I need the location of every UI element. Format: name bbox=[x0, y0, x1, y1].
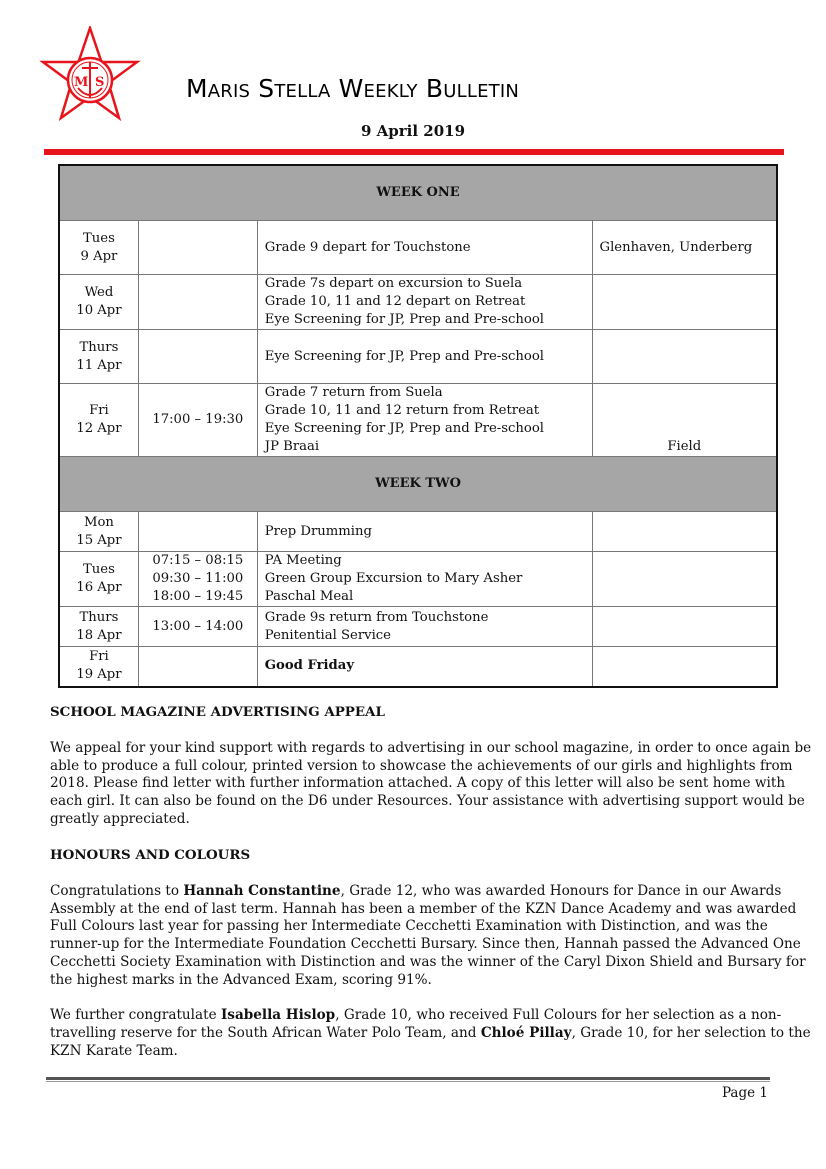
cell-line: 18 Apr bbox=[76, 627, 122, 643]
day-cell bbox=[59, 512, 138, 552]
schedule-table bbox=[58, 164, 778, 688]
day-cell bbox=[59, 647, 138, 687]
location-cell bbox=[592, 275, 777, 330]
cell-line: Grade 10, 11 and 12 depart on Retreat bbox=[264, 294, 526, 309]
magazine-section bbox=[50, 704, 812, 829]
week-header-row bbox=[59, 457, 777, 512]
bulletin-title: Maris Stella Weekly Bulletin bbox=[186, 74, 520, 103]
text-run: We further congratulate bbox=[50, 1007, 221, 1024]
schedule-row bbox=[59, 330, 777, 384]
text-line: Full Colours last year for passing her Intermediate Cecchetti Examination with Distinction, and was the bbox=[50, 918, 768, 935]
time-cell bbox=[138, 552, 257, 607]
text-line: 2018. Please find letter with further information attached. A copy of this letter will also be sent home with bbox=[50, 775, 786, 792]
day-cell bbox=[59, 384, 138, 457]
cell-line: Grade 9 depart for Touchstone bbox=[264, 239, 471, 255]
time-cell bbox=[138, 512, 257, 552]
cell-line: PA Meeting bbox=[264, 553, 342, 568]
text-line: each girl. It can also be found on the D6 under Resources. Your assistance with advertising support would be bbox=[50, 793, 805, 810]
day-cell bbox=[59, 607, 138, 647]
school-logo bbox=[38, 26, 142, 130]
cell-line: Fri bbox=[89, 649, 109, 665]
location-cell bbox=[592, 330, 777, 384]
honoree-name: Isabella Hislop bbox=[220, 1007, 336, 1024]
time-cell bbox=[138, 607, 257, 647]
text-run: KZN Karate Team. bbox=[50, 1042, 178, 1059]
week-heading: WEEK TWO bbox=[59, 457, 777, 512]
cell-line: 9 Apr bbox=[80, 248, 118, 264]
location-cell: Field bbox=[592, 384, 777, 457]
schedule-row bbox=[59, 512, 777, 552]
time-cell bbox=[138, 221, 257, 275]
week-header-row bbox=[59, 165, 777, 221]
location-cell bbox=[592, 552, 777, 607]
cell-line: 18:00 – 19:45 bbox=[152, 589, 244, 604]
cell-line: Eye Screening for JP, Prep and Pre-school bbox=[264, 421, 545, 436]
cell-line: Grade 7s depart on excursion to Suela bbox=[264, 276, 523, 291]
honoree-name: Hannah Constantine bbox=[183, 882, 341, 899]
honoree-name: Chloé Pillay bbox=[480, 1025, 572, 1042]
cell-line: Fri bbox=[89, 403, 109, 418]
cell-line: 13:00 – 14:00 bbox=[152, 618, 244, 634]
cell-line: Grade 10, 11 and 12 return from Retreat bbox=[264, 403, 540, 418]
time-cell bbox=[138, 330, 257, 384]
honours-paragraph-1 bbox=[50, 882, 806, 990]
event-cell bbox=[257, 330, 592, 384]
text-run: , Grade 10, for her selection to the bbox=[571, 1025, 811, 1042]
location-cell bbox=[592, 512, 777, 552]
cell-line: 19 Apr bbox=[76, 667, 122, 683]
cell-line: 16 Apr bbox=[76, 580, 122, 595]
svg-text:S: S bbox=[95, 75, 105, 90]
text-line: Cecchetti Society Examination with Distinction and was the winner of the Caryl Dixon Shield and Bursary for bbox=[50, 953, 806, 970]
schedule-row bbox=[59, 221, 777, 275]
event-cell bbox=[257, 647, 592, 687]
event-cell bbox=[257, 552, 592, 607]
cell-line: Prep Drumming bbox=[264, 523, 372, 539]
header-divider bbox=[44, 149, 784, 155]
cell-line: Green Group Excursion to Mary Asher bbox=[264, 571, 523, 586]
page-number: Page 1 bbox=[721, 1085, 768, 1101]
location-cell bbox=[592, 647, 777, 687]
cell-line: Penitential Service bbox=[264, 627, 391, 643]
cell-line: Good Friday bbox=[264, 658, 354, 674]
time-cell bbox=[138, 275, 257, 330]
svg-text:M: M bbox=[74, 75, 89, 90]
honours-section bbox=[50, 847, 811, 1061]
cell-line: 11 Apr bbox=[76, 357, 122, 373]
time-cell bbox=[138, 647, 257, 687]
time-cell bbox=[138, 384, 257, 457]
location-cell bbox=[592, 607, 777, 647]
cell-line: 09:30 – 11:00 bbox=[152, 571, 244, 586]
cell-line: 15 Apr bbox=[76, 532, 122, 548]
cell-line: Eye Screening for JP, Prep and Pre-school bbox=[264, 312, 545, 327]
text-line: greatly appreciated. bbox=[50, 810, 190, 827]
cell-line: JP Braai bbox=[264, 439, 320, 454]
cell-line: Wed bbox=[84, 285, 114, 300]
schedule-row bbox=[59, 607, 777, 647]
cell-line: Thurs bbox=[79, 609, 119, 625]
week-heading: WEEK ONE bbox=[59, 165, 777, 221]
day-cell bbox=[59, 275, 138, 330]
magazine-heading: SCHOOL MAGAZINE ADVERTISING APPEAL bbox=[50, 704, 385, 720]
text-line: Assembly at the end of last term. Hannah has been a member of the KZN Dance Academy and was awarded bbox=[50, 900, 797, 917]
text-line: We appeal for your kind support with regards to advertising in our school magazine, in order to once again be bbox=[50, 739, 812, 756]
event-cell bbox=[257, 384, 592, 457]
text-line: the highest marks in the Advanced Exam, scoring 91%. bbox=[50, 971, 432, 988]
location-cell: Glenhaven, Underberg bbox=[592, 221, 777, 275]
cell-line: Eye Screening for JP, Prep and Pre-school bbox=[264, 348, 545, 364]
text-line: able to produce a full colour, printed version to showcase the achievements of our girls and highlights from bbox=[50, 757, 793, 774]
cell-line: Tues bbox=[83, 230, 115, 246]
text-run: , Grade 10, who received Full Colours for her selection as a non- bbox=[335, 1007, 782, 1024]
event-cell bbox=[257, 607, 592, 647]
cell-line: Paschal Meal bbox=[264, 589, 354, 604]
schedule-row bbox=[59, 275, 777, 330]
honours-paragraph-2 bbox=[50, 1007, 811, 1060]
magazine-paragraph bbox=[50, 739, 812, 829]
footer-rule bbox=[46, 1077, 770, 1080]
cell-line: Tues bbox=[83, 562, 115, 577]
text-line: runner-up for the Intermediate Foundation Cecchetti Bursary. Since then, Hannah passed the Advanced One bbox=[50, 936, 801, 953]
cell-line: Grade 9s return from Touchstone bbox=[264, 609, 489, 625]
schedule-row bbox=[59, 552, 777, 607]
day-cell bbox=[59, 221, 138, 275]
cell-line: Thurs bbox=[79, 339, 119, 355]
honours-heading: HONOURS AND COLOURS bbox=[50, 847, 251, 863]
text-run: travelling reserve for the South African Water Polo Team, and bbox=[50, 1025, 481, 1042]
cell-line: 10 Apr bbox=[76, 303, 122, 318]
text-run: Congratulations to bbox=[50, 882, 184, 899]
cell-line: Mon bbox=[83, 514, 114, 530]
footer-rule-thin bbox=[46, 1081, 770, 1082]
schedule-row bbox=[59, 647, 777, 687]
day-cell bbox=[59, 330, 138, 384]
bulletin-date: 9 April 2019 bbox=[360, 122, 466, 140]
day-cell bbox=[59, 552, 138, 607]
cell-line: 07:15 – 08:15 bbox=[152, 553, 244, 568]
cell-line: Grade 7 return from Suela bbox=[264, 385, 443, 400]
text-run: , Grade 12, who was awarded Honours for Dance in our Awards bbox=[340, 882, 782, 899]
schedule-row bbox=[59, 384, 777, 457]
event-cell bbox=[257, 512, 592, 552]
cell-line: 17:00 – 19:30 bbox=[152, 412, 244, 427]
event-cell bbox=[257, 221, 592, 275]
cell-line: 12 Apr bbox=[76, 421, 122, 436]
event-cell bbox=[257, 275, 592, 330]
